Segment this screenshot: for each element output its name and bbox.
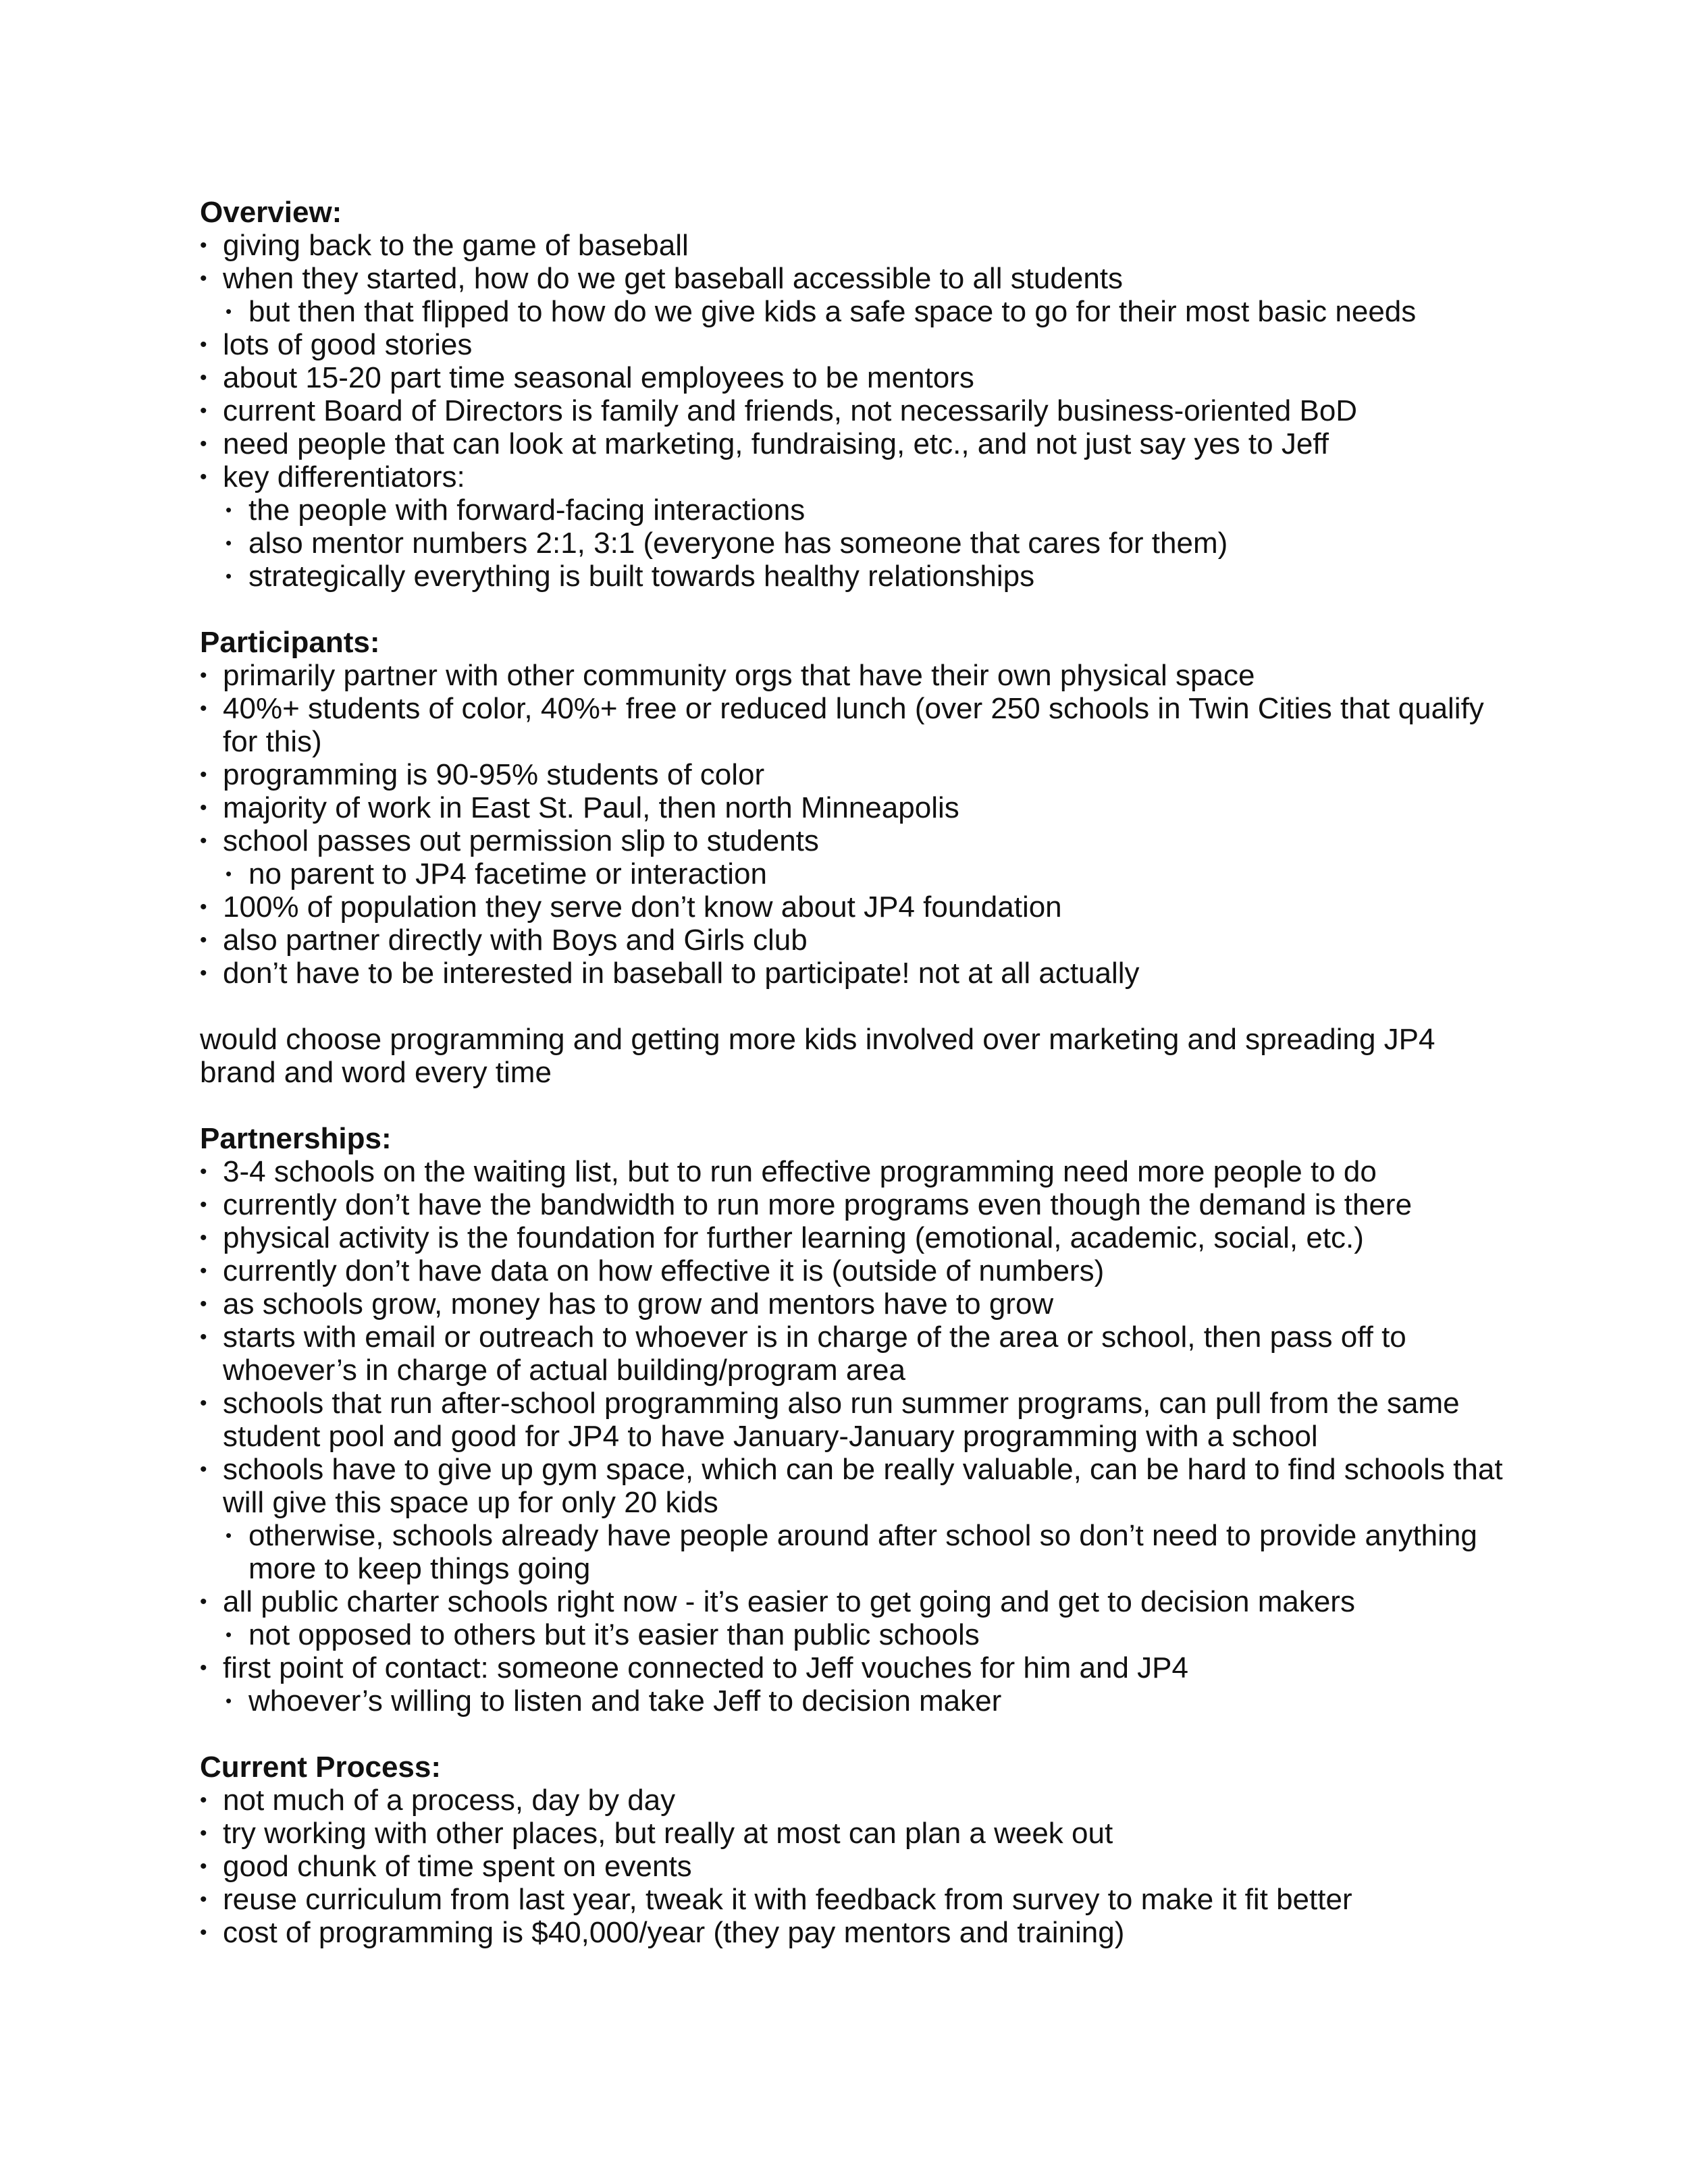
sub-bullet-item (200, 295, 1510, 328)
sub-bullet-item (200, 560, 1510, 593)
bullet-text: try working with other places, but really at most can plan a week out (223, 1817, 1113, 1850)
section-heading: Overview: (200, 196, 342, 229)
section-heading: Participants: (200, 626, 380, 659)
bullet-item (200, 824, 1510, 857)
bullet-item (200, 1817, 1510, 1850)
bullet-text: schools that run after-school programming also run summer programs, can pull from the same student pool and good for JP4 to have January-January programming with a school (223, 1387, 1460, 1453)
bullet-icon: • (226, 301, 232, 321)
section-heading: Current Process: (200, 1751, 442, 1784)
bullet-icon: • (200, 1591, 207, 1613)
bullet-icon: • (200, 334, 207, 356)
bullet-text: otherwise, schools already have people around after school so don’t need to provide anything more to keep things going (248, 1519, 1477, 1585)
bullet-icon: • (200, 433, 207, 455)
bullet-item (200, 1651, 1510, 1684)
bullet-text: 3-4 schools on the waiting list, but to run effective programming need more people to do (223, 1155, 1377, 1188)
section-current-process (200, 1751, 1510, 1949)
bullet-text: need people that can look at marketing, fundraising, etc., and not just say yes to Jeff (223, 427, 1329, 460)
bullet-text: majority of work in East St. Paul, then north Minneapolis (223, 791, 959, 824)
sub-bullet-item (200, 494, 1510, 527)
bullet-icon: • (226, 1690, 232, 1711)
bullet-item (200, 460, 1510, 494)
sub-bullet-item (200, 857, 1510, 890)
bullet-item (200, 1453, 1510, 1519)
bullet-item (200, 1287, 1510, 1321)
bullet-item (200, 1321, 1510, 1387)
bullet-text: strategically everything is built towards healthy relationships (248, 560, 1035, 593)
bullet-text: starts with email or outreach to whoever is in charge of the area or school, then pass off to whoever’s in charge of actual building/program area (223, 1321, 1406, 1387)
bullet-item (200, 1387, 1510, 1453)
bullet-item (200, 1850, 1510, 1883)
bullet-item (200, 692, 1510, 758)
bullet-icon: • (200, 1458, 207, 1481)
bullet-text: reuse curriculum from last year, tweak it with feedback from survey to make it fit better (223, 1883, 1352, 1916)
bullet-icon: • (200, 1921, 207, 1944)
bullet-item (200, 262, 1510, 295)
bullet-text: primarily partner with other community orgs that have their own physical space (223, 659, 1255, 692)
bullet-text: schools have to give up gym space, which can be really valuable, can be hard to find schools that will give this space up for only 20 kids (223, 1453, 1503, 1519)
bullet-icon: • (226, 500, 232, 520)
bullet-icon: • (200, 929, 207, 951)
bullet-item (200, 427, 1510, 460)
bullet-text: whoever’s willing to listen and take Jeff to decision maker (248, 1684, 1002, 1717)
sub-bullet-item (200, 1684, 1510, 1717)
bullet-text: also partner directly with Boys and Girls club (223, 924, 808, 957)
bullet-text: not opposed to others but it’s easier than public schools (248, 1618, 980, 1651)
bullet-icon: • (200, 400, 207, 422)
bullet-text: programming is 90-95% students of color (223, 758, 765, 791)
bullet-text: not much of a process, day by day (223, 1784, 676, 1817)
bullet-text: school passes out permission slip to students (223, 824, 819, 857)
bullet-icon: • (226, 1624, 232, 1645)
bullet-item (200, 1188, 1510, 1221)
bullet-icon: • (226, 1525, 232, 1545)
bullet-icon: • (200, 1260, 207, 1282)
bullet-icon: • (200, 962, 207, 984)
bullet-text: first point of contact: someone connected to Jeff vouches for him and JP4 (223, 1651, 1188, 1684)
bullet-text: as schools grow, money has to grow and mentors have to grow (223, 1287, 1054, 1321)
section-overview (200, 196, 1510, 593)
bullet-item (200, 890, 1510, 924)
bullet-item (200, 924, 1510, 957)
bullet-text: currently don’t have the bandwidth to run more programs even though the demand is there (223, 1188, 1413, 1221)
bullet-icon: • (200, 466, 207, 488)
bullet-icon: • (200, 1392, 207, 1414)
bullet-icon: • (200, 267, 207, 290)
bullet-icon: • (200, 1657, 207, 1679)
bullet-item (200, 758, 1510, 791)
bullet-icon: • (200, 697, 207, 720)
bullet-item (200, 1883, 1510, 1916)
bullet-icon: • (200, 1789, 207, 1811)
section-partnerships (200, 1122, 1510, 1717)
bullet-item (200, 328, 1510, 361)
bullet-text: currently don’t have data on how effective it is (outside of numbers) (223, 1254, 1105, 1287)
bullet-icon: • (200, 1161, 207, 1183)
bullet-text: giving back to the game of baseball (223, 229, 689, 262)
bullet-item (200, 1784, 1510, 1817)
bullet-icon: • (200, 1293, 207, 1315)
bullet-item (200, 1585, 1510, 1618)
bullet-icon: • (200, 1194, 207, 1216)
bullet-text: when they started, how do we get baseball accessible to all students (223, 262, 1124, 295)
bullet-item (200, 361, 1510, 394)
bullet-icon: • (200, 367, 207, 389)
bullet-text: key differentiators: (223, 460, 465, 494)
sub-bullet-item (200, 1618, 1510, 1651)
bullet-icon: • (200, 830, 207, 852)
section-heading: Partnerships: (200, 1122, 392, 1155)
note-paragraph-block (200, 1023, 1510, 1089)
bullet-item (200, 1254, 1510, 1287)
bullet-text: no parent to JP4 facetime or interaction (248, 857, 767, 890)
bullet-item (200, 659, 1510, 692)
sub-bullet-item (200, 1519, 1510, 1585)
bullet-icon: • (200, 896, 207, 918)
bullet-item (200, 791, 1510, 824)
bullet-icon: • (226, 533, 232, 553)
bullet-icon: • (200, 1822, 207, 1844)
bullet-text: the people with forward-facing interactions (248, 494, 806, 527)
bullet-icon: • (200, 797, 207, 819)
bullet-text: physical activity is the foundation for further learning (emotional, academic, social, etc.) (223, 1221, 1364, 1254)
bullet-item (200, 1221, 1510, 1254)
bullet-text: current Board of Directors is family and friends, not necessarily business-oriented BoD (223, 394, 1358, 427)
bullet-text: 100% of population they serve don’t know about JP4 foundation (223, 890, 1062, 924)
bullet-text: but then that flipped to how do we give kids a safe space to go for their most basic needs (248, 295, 1417, 328)
bullet-text: all public charter schools right now - it’s easier to get going and get to decision makers (223, 1585, 1355, 1618)
note-paragraph: would choose programming and getting more kids involved over marketing and spreading JP4 brand and word every time (200, 1023, 1435, 1089)
bullet-icon: • (200, 1888, 207, 1911)
bullet-icon: • (226, 566, 232, 586)
bullet-item (200, 1916, 1510, 1949)
bullet-text: cost of programming is $40,000/year (they pay mentors and training) (223, 1916, 1125, 1949)
sub-bullet-item (200, 527, 1510, 560)
bullet-icon: • (200, 764, 207, 786)
section-participants (200, 626, 1510, 990)
bullet-icon: • (226, 863, 232, 884)
bullet-icon: • (200, 234, 207, 257)
bullet-text: 40%+ students of color, 40%+ free or reduced lunch (over 250 schools in Twin Cities that qualify for this) (223, 692, 1484, 758)
bullet-item (200, 957, 1510, 990)
bullet-item (200, 1155, 1510, 1188)
bullet-text: don’t have to be interested in baseball to participate! not at all actually (223, 957, 1140, 990)
bullet-item (200, 394, 1510, 427)
bullet-text: good chunk of time spent on events (223, 1850, 692, 1883)
bullet-icon: • (200, 1227, 207, 1249)
bullet-icon: • (200, 664, 207, 687)
bullet-icon: • (200, 1326, 207, 1348)
bullet-icon: • (200, 1855, 207, 1877)
bullet-text: about 15-20 part time seasonal employees to be mentors (223, 361, 974, 394)
bullet-text: also mentor numbers 2:1, 3:1 (everyone has someone that cares for them) (248, 527, 1228, 560)
bullet-item (200, 229, 1510, 262)
document-page (200, 196, 1510, 1982)
bullet-text: lots of good stories (223, 328, 473, 361)
